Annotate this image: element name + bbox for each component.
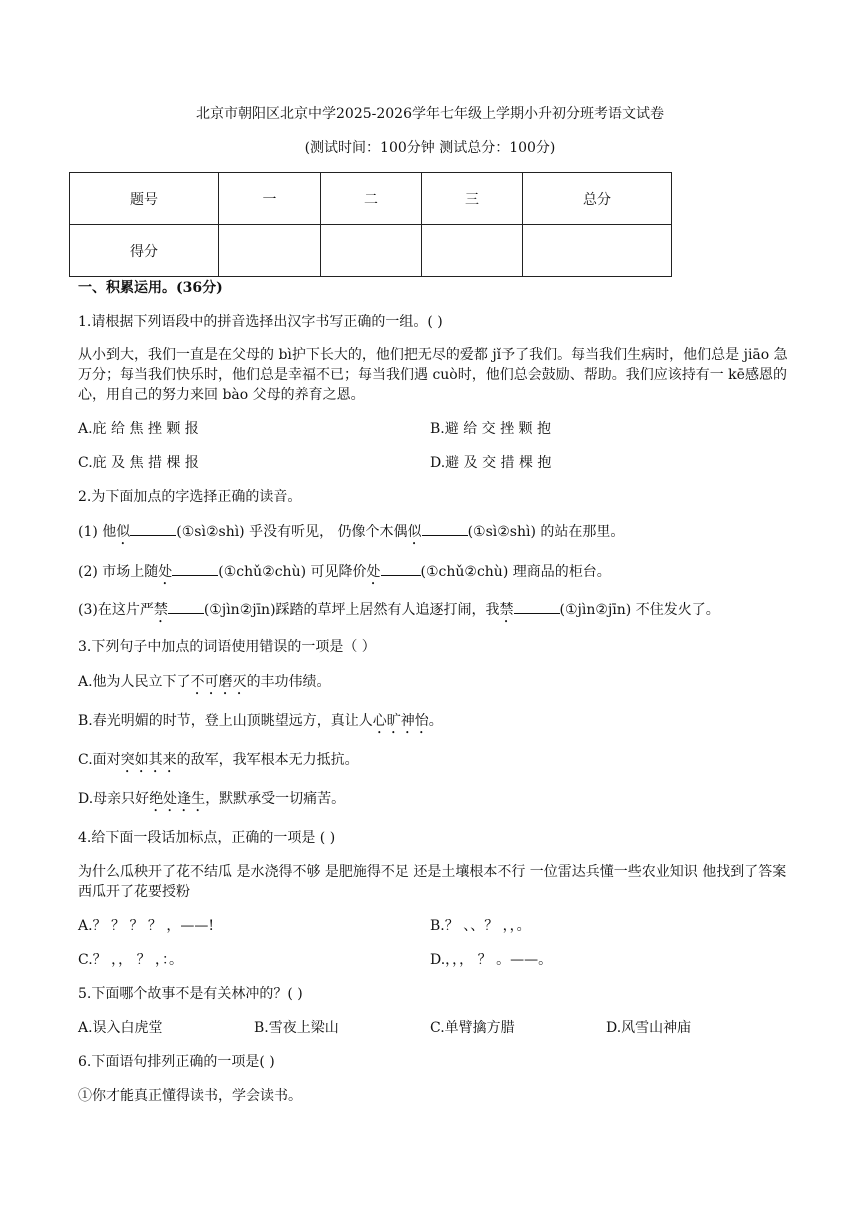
score-table-header: 总分 xyxy=(523,173,672,225)
question-5-option-c[interactable]: C.单臂擒方腊 xyxy=(430,1020,515,1036)
question-6-stem: 6.下面语句排列正确的一项是( ) xyxy=(78,1054,275,1070)
q2-text: (3)在这片严 xyxy=(78,602,154,618)
q2-text: (①chǔ②chù) 可见降价 xyxy=(218,564,367,580)
question-1-option-d[interactable]: D.避 及 交 措 棵 抱 xyxy=(430,455,552,471)
question-1-passage: 从小到大，我们一直是在父母的 bì护下长大的，他们把无尽的爱都 jǐ予了我们。每当我们生病时，他们总是 jiāo 急万分；每当我们快乐时，他们总是幸福不已；每当我们遇 cuò时，他们总会鼓励、帮助。我们应该持有一 kē感恩的心，用自己的努力来回 bào 父母的养育之恩。 xyxy=(78,347,788,403)
document-subtitle: (测试时间：100分钟 测试总分：100分) xyxy=(304,140,556,156)
score-table-header: 二 xyxy=(321,173,422,225)
question-2-line-2 xyxy=(78,561,611,588)
q2-text: (1) 他 xyxy=(78,524,117,540)
dotted-phrase: 不可磨灭 xyxy=(190,674,247,690)
question-1-option-b[interactable]: B.避 给 交 挫 颗 抱 xyxy=(430,421,551,437)
question-5-stem: 5.下面哪个故事不是有关林冲的？( ) xyxy=(78,986,303,1002)
dotted-char: 似 xyxy=(407,524,422,540)
question-3-option-a[interactable] xyxy=(78,672,331,698)
q2-text: (①chǔ②chù) 理商品的柜台。 xyxy=(420,564,611,580)
question-5-option-b[interactable]: B.雪夜上梁山 xyxy=(254,1020,339,1036)
option-text: A.他为人民立下了 xyxy=(78,674,191,690)
q2-text: (①jìn②jīn)踩踏的草坪上居然有人追逐打闹，我 xyxy=(203,602,500,618)
answer-blank[interactable] xyxy=(168,599,204,614)
question-4-option-a[interactable]: A.？ ？ ？ ？ ，——! xyxy=(78,918,214,934)
score-table-score-row xyxy=(70,225,672,277)
score-cell[interactable] xyxy=(523,225,672,277)
question-1-option-a[interactable]: A.庇 给 焦 挫 颗 报 xyxy=(78,421,199,437)
option-text: ，默默承受一切痛苦。 xyxy=(205,791,346,807)
score-table xyxy=(69,172,672,277)
dotted-char: 似 xyxy=(116,524,131,540)
q2-text: (①sì②shì) 乎没有听见， 仍像个木偶 xyxy=(176,524,408,540)
score-cell[interactable] xyxy=(219,225,321,277)
option-text: D.母亲只好 xyxy=(78,791,150,807)
question-1-stem: 1.请根据下列语段中的拼音选择出汉字书写正确的一组。( ) xyxy=(78,314,443,330)
question-4-stem: 4.给下面一段话加标点，正确的一项是 ( ) xyxy=(78,830,336,846)
score-table-header: 三 xyxy=(422,173,523,225)
question-3-option-b[interactable] xyxy=(78,711,443,737)
score-table-header: 一 xyxy=(219,173,321,225)
score-table-header: 题号 xyxy=(70,173,219,225)
option-text: 的丰功伟绩。 xyxy=(246,674,331,690)
q2-text: (①sì②shì) 的站在那里。 xyxy=(467,524,625,540)
answer-blank[interactable] xyxy=(172,561,218,576)
answer-blank[interactable] xyxy=(422,521,468,536)
q2-text: (2) 市场上随 xyxy=(78,564,159,580)
option-text: C.面对 xyxy=(78,752,121,768)
question-4-option-c[interactable]: C.？ ，， ？ ，：。 xyxy=(78,952,184,968)
dotted-char: 禁 xyxy=(153,602,168,618)
dotted-phrase: 突如其来 xyxy=(120,752,177,768)
option-text: 的敌军，我军根本无力抵抗。 xyxy=(176,752,359,768)
question-3-option-c[interactable] xyxy=(78,750,359,776)
score-cell[interactable] xyxy=(422,225,523,277)
question-2-line-3 xyxy=(78,599,720,626)
question-4-passage: 为什么瓜秧开了花不结瓜 是水浇得不够 是肥施得不足 还是土壤根本不行 一位雷达兵懂一些农业知识 他找到了答案 西瓜开了花要授粉 xyxy=(78,864,787,900)
score-table-header-row xyxy=(70,173,672,225)
question-2-stem: 2.为下面加点的字选择正确的读音。 xyxy=(78,489,302,505)
dotted-phrase: 绝处逢生 xyxy=(149,791,206,807)
answer-blank[interactable] xyxy=(130,521,176,536)
score-row-label: 得分 xyxy=(70,225,219,277)
question-3-option-d[interactable] xyxy=(78,789,345,815)
question-6-sentence-1: ①你才能真正懂得读书，学会读书。 xyxy=(78,1088,302,1104)
section-heading: 一、积累运用。(36分) xyxy=(78,280,223,296)
question-5-option-d[interactable]: D.风雪山神庙 xyxy=(606,1020,692,1036)
dotted-char: 处 xyxy=(158,564,173,580)
question-3-stem: 3.下列句子中加点的词语使用错误的一项是（ ） xyxy=(78,639,376,655)
dotted-char: 处 xyxy=(366,564,381,580)
question-5-option-a[interactable]: A.误入白虎堂 xyxy=(78,1020,163,1036)
question-4-option-b[interactable]: B.？ 、、？ ，，。 xyxy=(430,918,531,934)
option-text: 。 xyxy=(428,713,443,729)
answer-blank[interactable] xyxy=(514,599,560,614)
option-text: B.春光明媚的时节，登上山顶眺望远方，真让人 xyxy=(78,713,373,729)
score-cell[interactable] xyxy=(321,225,422,277)
dotted-char: 禁 xyxy=(499,602,514,618)
question-1-option-c[interactable]: C.庇 及 焦 措 棵 报 xyxy=(78,455,199,471)
question-4-option-d[interactable]: D.，，， ？ 。——。 xyxy=(430,952,553,968)
document-title: 北京市朝阳区北京中学2025-2026学年七年级上学期小升初分班考语文试卷 xyxy=(196,106,664,122)
dotted-phrase: 心旷神怡 xyxy=(372,713,429,729)
answer-blank[interactable] xyxy=(381,561,421,576)
q2-text: (①jìn②jīn) 不住发火了。 xyxy=(559,602,720,618)
question-2-line-1 xyxy=(78,521,624,548)
